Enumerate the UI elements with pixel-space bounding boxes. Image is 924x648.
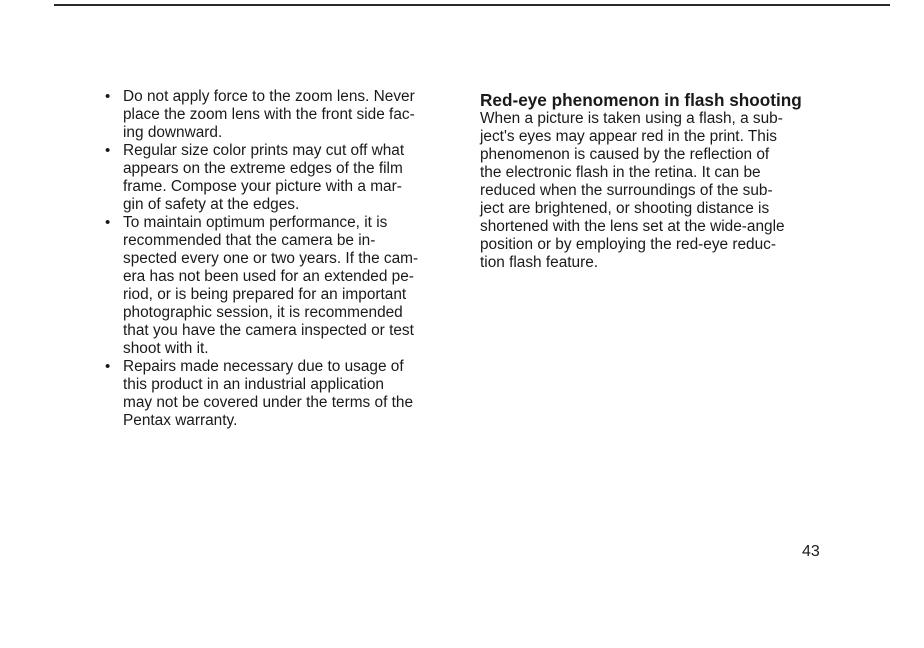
text-line: Repairs made necessary due to usage of: [123, 358, 404, 375]
text-line: this product in an industrial application: [123, 376, 384, 393]
text-line: era has not been used for an extended pe-: [123, 268, 414, 285]
precaution-item-inspection: [104, 214, 448, 358]
precaution-item-prints: [104, 142, 448, 214]
precautions-column: [104, 88, 448, 430]
text-line: phenomenon is caused by the reflection of: [480, 146, 770, 163]
text-line: Do not apply force to the zoom lens. Never: [123, 88, 415, 105]
text-line: the electronic flash in the retina. It can be: [480, 164, 761, 181]
precaution-item-warranty: [104, 358, 448, 430]
text-line: ing downward.: [123, 124, 223, 141]
text-line: Pentax warranty.: [123, 412, 238, 429]
text-line: To maintain optimum performance, it is: [123, 214, 388, 231]
text-line: frame. Compose your picture with a mar-: [123, 178, 402, 195]
section-heading: Red-eye phenomenon in flash shooting: [480, 90, 802, 110]
text-line: ject are brightened, or shooting distance is: [480, 200, 770, 217]
text-line: photographic session, it is recommended: [123, 304, 403, 321]
text-line: Regular size color prints may cut off what: [123, 142, 405, 159]
bullet-icon: •: [105, 142, 111, 159]
text-line: gin of safety at the edges.: [123, 196, 300, 213]
text-line: reduced when the surroundings of the sub-: [480, 182, 773, 199]
page-number: 43: [802, 543, 820, 560]
section-body: [480, 110, 818, 272]
red-eye-section: [480, 90, 818, 272]
top-rule: [54, 4, 890, 6]
text-line: place the zoom lens with the front side fac-: [123, 106, 415, 123]
bullet-icon: •: [105, 358, 111, 375]
text-line: tion flash feature.: [480, 254, 599, 271]
text-line: recommended that the camera be in-: [123, 232, 376, 249]
precaution-item-zoom-lens: [104, 88, 448, 142]
text-line: ject's eyes may appear red in the print. This: [480, 128, 777, 145]
text-line: may not be covered under the terms of the: [123, 394, 414, 411]
text-line: appears on the extreme edges of the film: [123, 160, 403, 177]
text-line: riod, or is being prepared for an important: [123, 286, 407, 303]
text-line: shoot with it.: [123, 340, 209, 357]
text-line: spected every one or two years. If the cam-: [123, 250, 419, 267]
text-line: When a picture is taken using a flash, a sub-: [480, 110, 783, 127]
text-line: that you have the camera inspected or test: [123, 322, 414, 339]
text-line: position or by employing the red-eye reduc-: [480, 236, 776, 253]
bullet-icon: •: [105, 214, 111, 231]
text-line: shortened with the lens set at the wide-angle: [480, 218, 785, 235]
precautions-list: [104, 88, 448, 430]
bullet-icon: •: [105, 88, 111, 105]
